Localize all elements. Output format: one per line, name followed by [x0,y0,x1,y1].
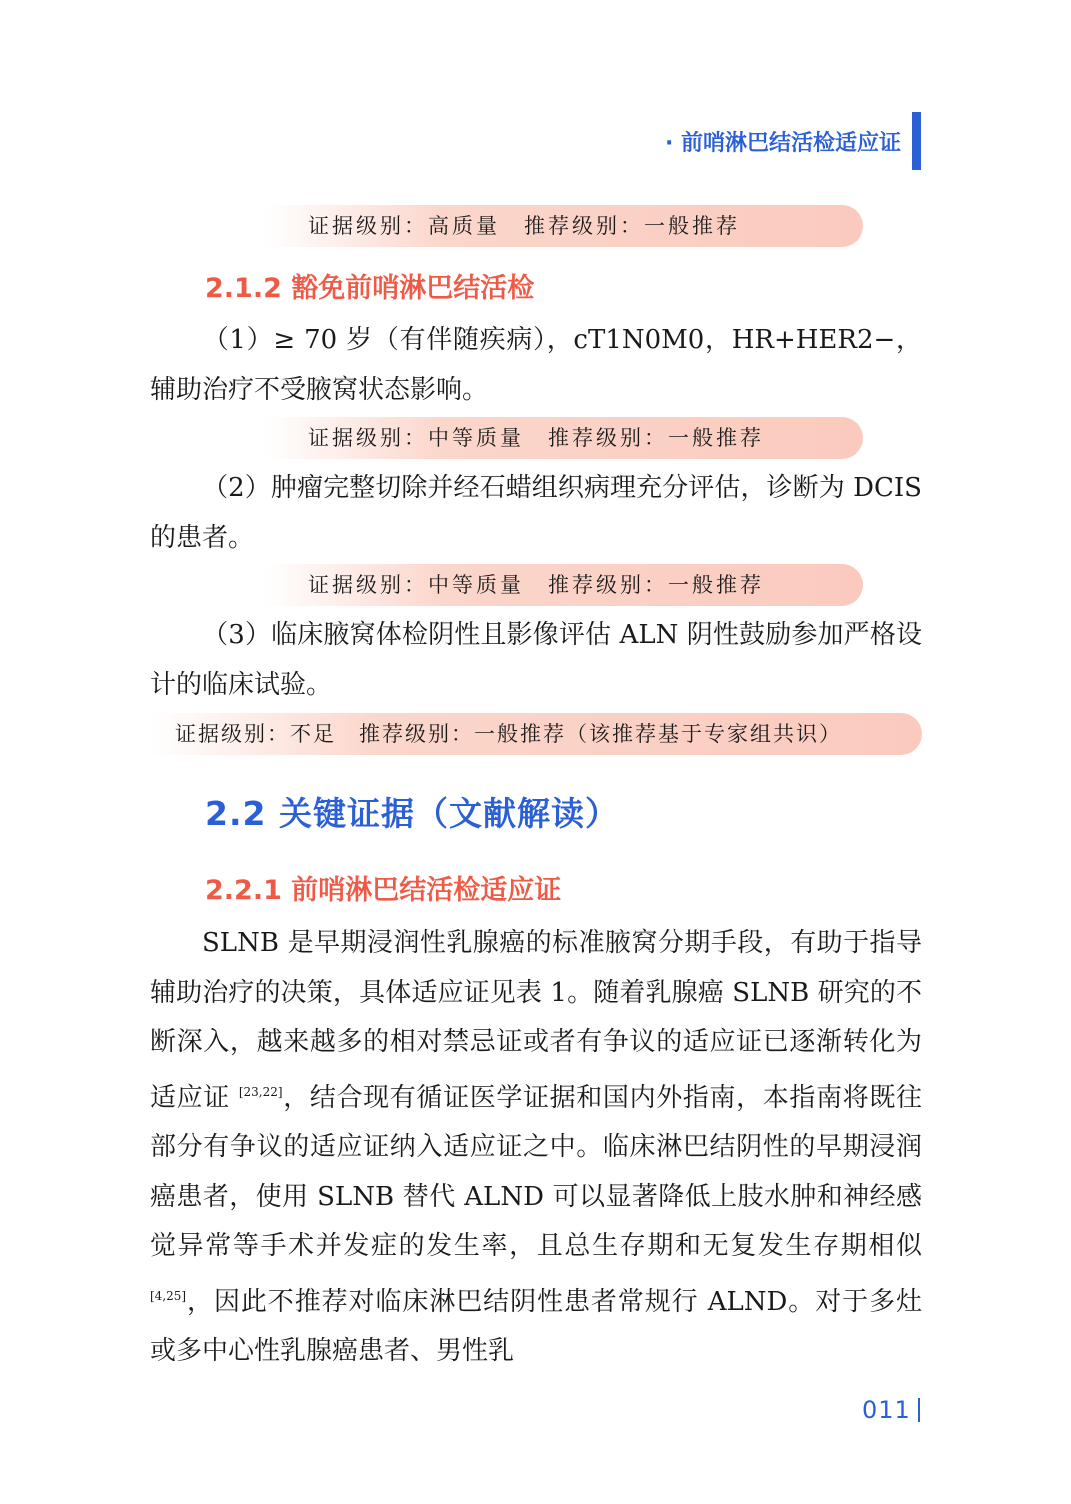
evidence-box-4: 证据级别：不足 推荐级别：一般推荐（该推荐基于专家组共识） [150,713,922,755]
heading-2-1-2: 2.1.2 豁免前哨淋巴结活检 [205,273,535,304]
evidence-box-2: 证据级别：中等质量 推荐级别：一般推荐 [265,417,863,459]
item-1-text: （1）≥ 70 岁（有伴随疾病），cT1N0M0，HR+HER2−，辅助治疗不受腋窝状态影响。 [150,325,922,405]
body-text-3: ，因此不推荐对临床淋巴结阴性患者常规行 ALND。对于多灶或多中心性乳腺癌患者、男性乳 [150,1286,922,1366]
item-3-paragraph [150,611,922,710]
body-paragraph [150,919,922,1377]
item-2-text: （2）肿瘤完整切除并经石蜡组织病理充分评估，诊断为 DCIS 的患者。 [150,473,922,553]
page-number-divider [918,1398,920,1422]
item-3-text: （3）临床腋窝体检阴性且影像评估 ALN 阴性鼓励参加严格设计的临床试验。 [150,620,922,700]
evidence-box-3: 证据级别：中等质量 推荐级别：一般推荐 [265,564,863,606]
running-header-title: · 前哨淋巴结活检适应证 [664,131,901,156]
citation-ref-1: [23,22] [238,1084,283,1099]
citation-ref-2: [4,25] [150,1288,187,1303]
heading-2-2-1: 2.2.1 前哨淋巴结活检适应证 [205,875,562,906]
evidence-box-1: 证据级别：高质量 推荐级别：一般推荐 [265,205,863,247]
header-accent-bar [912,112,921,170]
body-text-1: SLNB 是早期浸润性乳腺癌的标准腋窝分期手段，有助于指导辅助治疗的决策，具体适应证见表 1。随着乳腺癌 SLNB 研究的不断深入，越来越多的相对禁忌证或者有争议的适应证已逐渐转化为适应证 [150,928,922,1113]
body-text-2: ，结合现有循证医学证据和国内外指南，本指南将既往部分有争议的适应证纳入适应证之中。临床淋巴结阴性的早期浸润癌患者，使用 SLNB 替代 ALND 可以显著降低上肢水肿和神经感觉异常等手术并发症的发生率，且总生存期和无复发生存期相似 [150,1082,922,1261]
item-2-paragraph [150,464,922,563]
page-number: 011 [862,1396,911,1424]
item-1-paragraph [150,316,922,415]
heading-2-2: 2.2 关键证据（文献解读） [205,794,619,833]
